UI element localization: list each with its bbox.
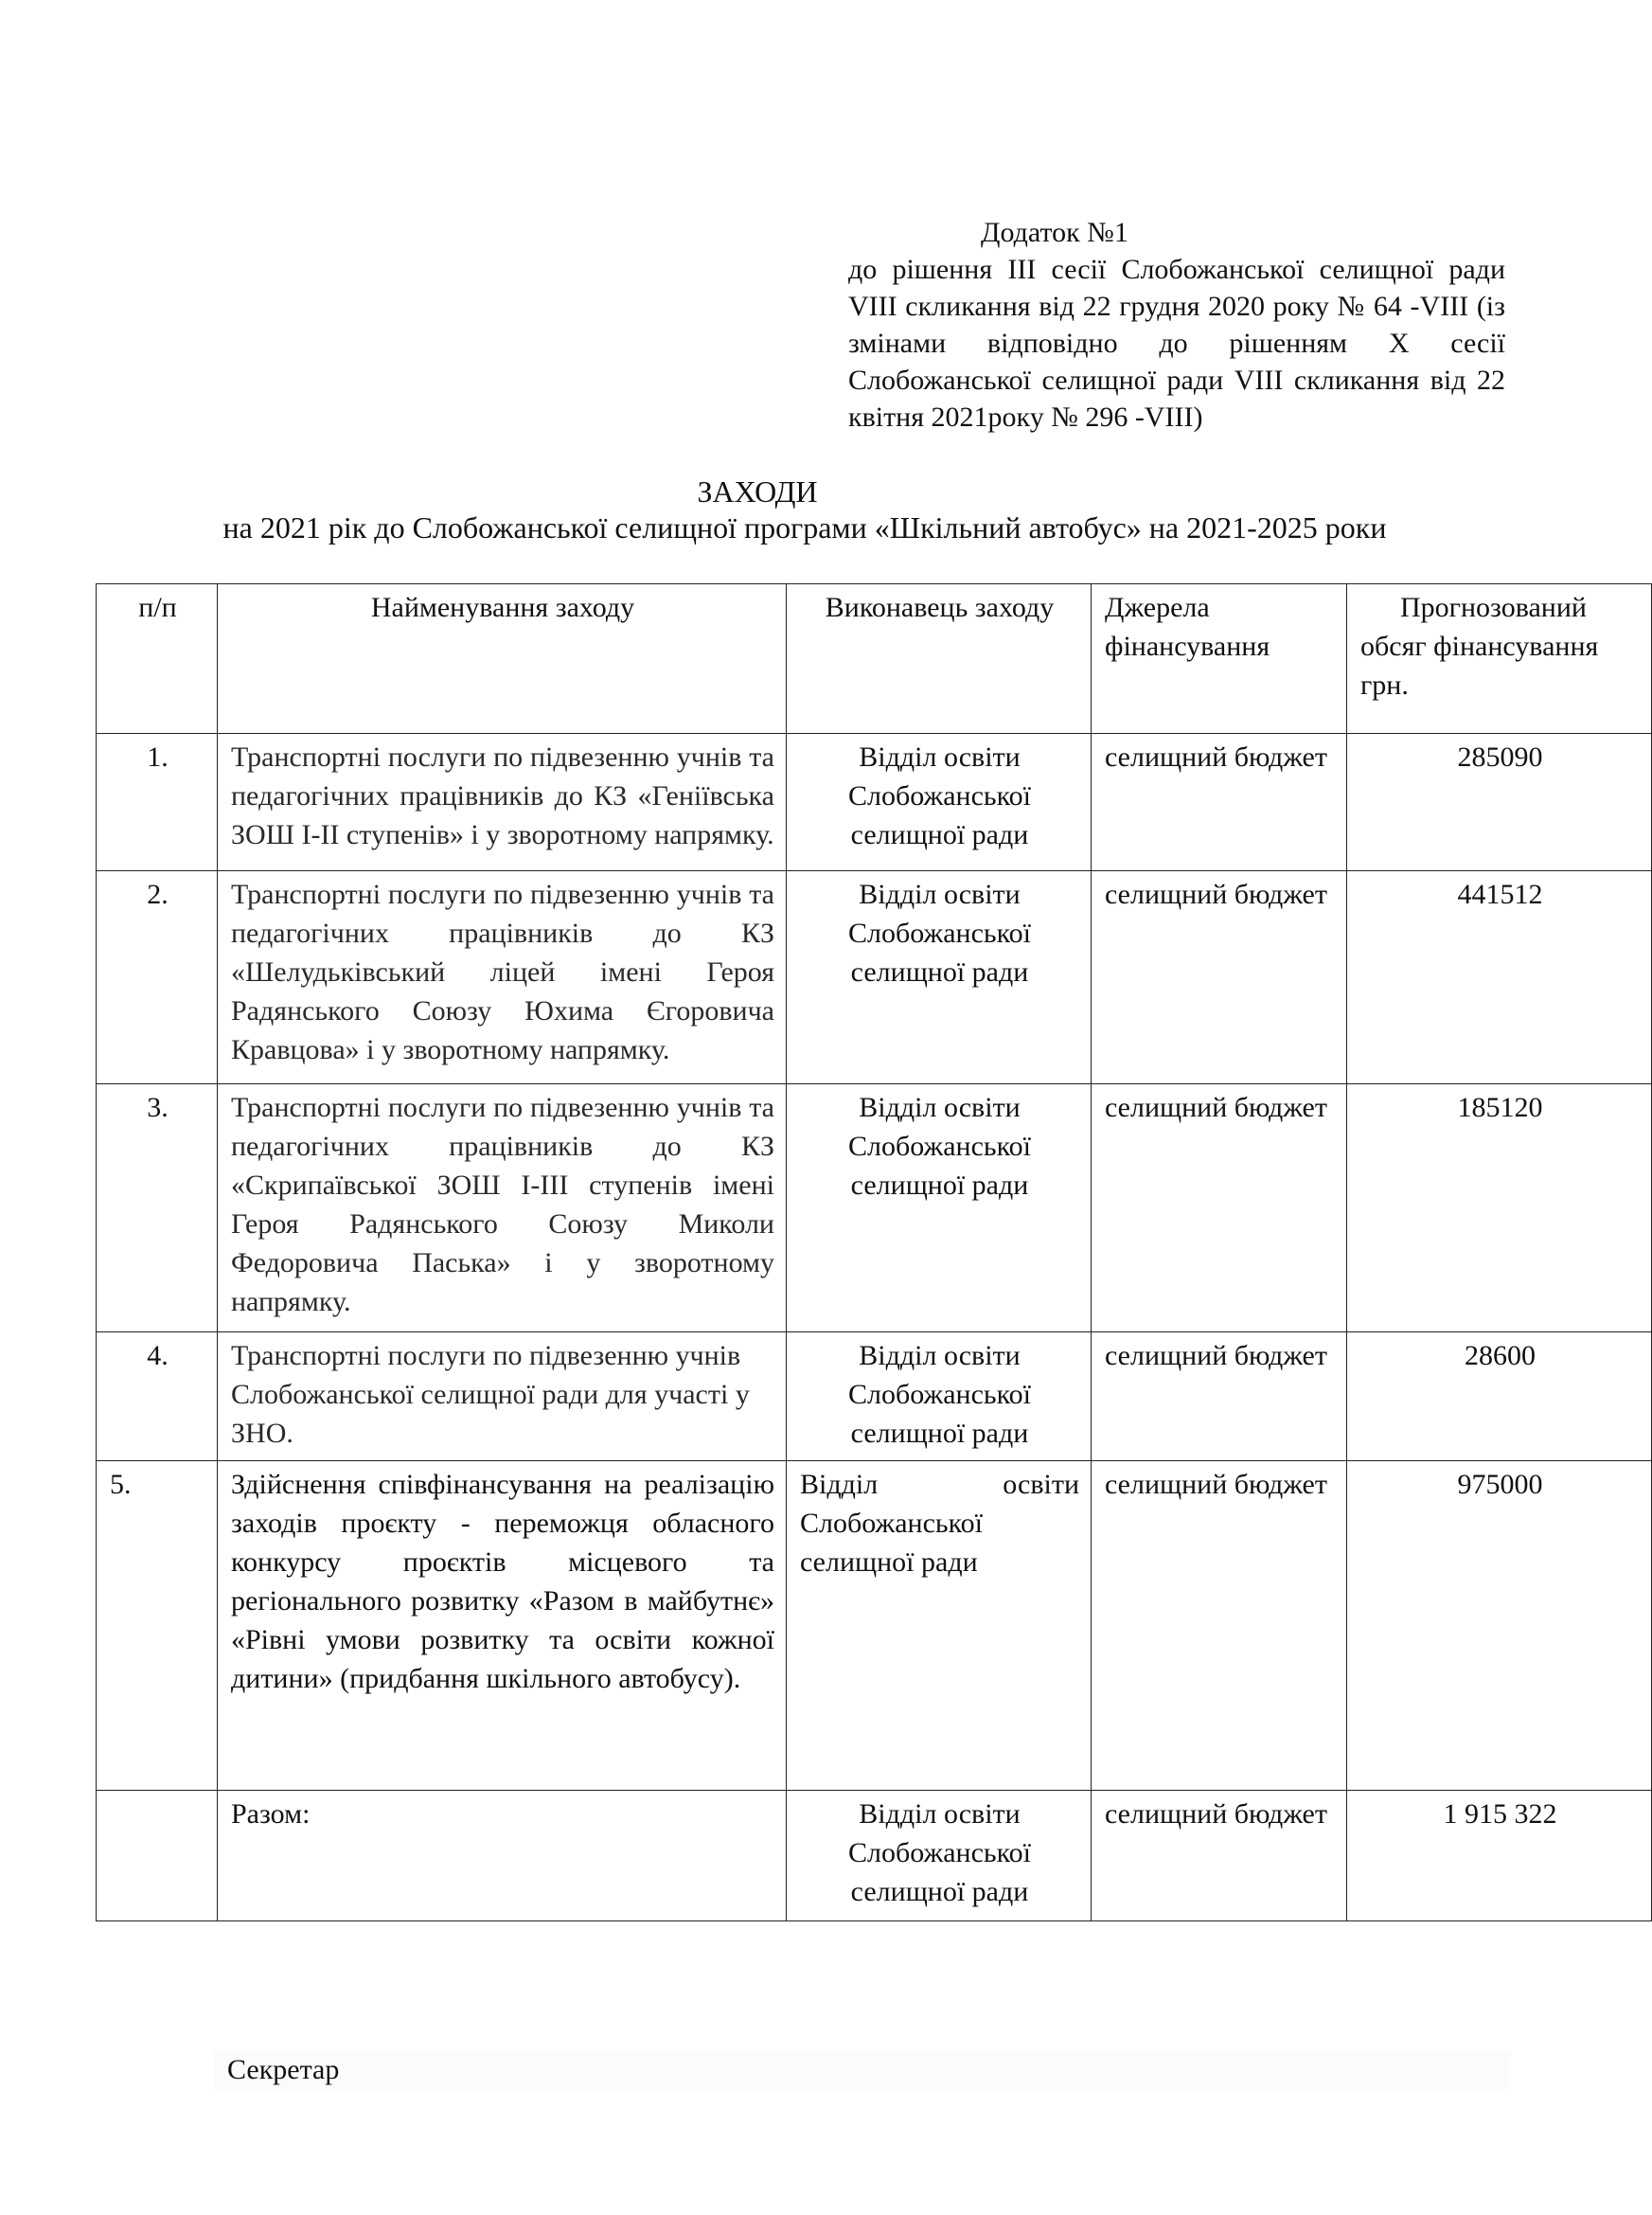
title-main: ЗАХОДИ (697, 474, 818, 509)
table-row (97, 871, 1652, 1084)
row-executor: Відділ освіти Слобожанської селищної ради (787, 1084, 1092, 1332)
row-name: Транспортні послуги по підвезенню учнів та педагогічних працівників до КЗ «Скрипаївської ЗОШ І-ІІІ ступенів імені Героя Радянського Союзу Миколи Федоровича Паська» і у зворотному напрямку. (218, 1084, 787, 1332)
header-amount-rest: обсяг фінансування грн. (1360, 631, 1599, 701)
row-amount: 975000 (1347, 1461, 1652, 1791)
total-source: селищний бюджет (1092, 1791, 1347, 1921)
row-source: селищний бюджет (1092, 734, 1347, 871)
secretary-line: Секретар (214, 2051, 1511, 2089)
table-row (97, 734, 1652, 871)
row-num: 4. (97, 1332, 218, 1461)
table-total-row (97, 1791, 1652, 1921)
appendix-title: Додаток №1 (981, 217, 1128, 248)
row-num: 5. (97, 1461, 218, 1791)
row-executor: Відділ освіти Слобожанської селищної ради (787, 734, 1092, 871)
total-num (97, 1791, 218, 1921)
row-name: Транспортні послуги по підвезенню учнів та педагогічних працівників до КЗ «Шелудьківський ліцей імені Героя Радянського Союзу Юхима Єгоровича Кравцова» і у зворотному напрямку. (218, 871, 787, 1084)
document-title (95, 473, 1420, 545)
row-name: Здійснення співфінансування на реалізацію заходів проєкту - переможця обласного конкурсу проєктів місцевого та регіонального розвитку «Разом в майбутнє» «Рівні умови розвитку та освіти кожної дитини» (придбання шкільного автобусу). (218, 1461, 787, 1791)
total-executor: Відділ освіти Слобожанської селищної ради (787, 1791, 1092, 1921)
title-subtitle: на 2021 рік до Слобожанської селищної програми «Шкільний автобус» на 2021-2025 роки (222, 510, 1387, 545)
header-amount-first: Прогнозований (1400, 592, 1587, 623)
table-row (97, 1084, 1652, 1332)
header-source: Джерела фінансування (1092, 584, 1347, 734)
total-amount: 1 915 322 (1347, 1791, 1652, 1921)
row-source: селищний бюджет (1092, 1084, 1347, 1332)
row-amount: 441512 (1347, 871, 1652, 1084)
table-row (97, 1461, 1652, 1791)
header-name: Найменування заходу (218, 584, 787, 734)
appendix-text: до рішення III сесії Слобожанської селищної ради VIII скликання від 22 грудня 2020 року № 64 -VIII (із змінами відповідно до рішенням Х сесії Слобожанської селищної ради VIII скликання від 22 квітня 2021року № 296 -VIII) (848, 254, 1505, 433)
row-amount: 285090 (1347, 734, 1652, 871)
header-num: п/п (97, 584, 218, 734)
row-amount: 185120 (1347, 1084, 1652, 1332)
row-amount: 28600 (1347, 1332, 1652, 1461)
row-source: селищний бюджет (1092, 1461, 1347, 1791)
header-amount (1347, 584, 1652, 734)
row-num: 3. (97, 1084, 218, 1332)
row-source: селищний бюджет (1092, 1332, 1347, 1461)
row-executor: Відділ освіти Слобожанської селищної ради (787, 871, 1092, 1084)
appendix-block (848, 214, 1505, 436)
row-name: Транспортні послуги по підвезенню учнів Слобожанської селищної ради для участі у ЗНО. (218, 1332, 787, 1461)
total-label: Разом: (218, 1791, 787, 1921)
row-executor: Відділ освіти Слобожанської селищної ради (787, 1461, 1092, 1791)
measures-table (96, 583, 1652, 1921)
header-executor: Виконавець заходу (787, 584, 1092, 734)
row-executor: Відділ освіти Слобожанської селищної ради (787, 1332, 1092, 1461)
row-source: селищний бюджет (1092, 871, 1347, 1084)
row-name: Транспортні послуги по підвезенню учнів та педагогічних працівників до КЗ «Геніївська ЗОШ І-ІІ ступенів» і у зворотному напрямку. (218, 734, 787, 871)
table-row (97, 1332, 1652, 1461)
row-num: 2. (97, 871, 218, 1084)
row-num: 1. (97, 734, 218, 871)
table-header-row (97, 584, 1652, 734)
